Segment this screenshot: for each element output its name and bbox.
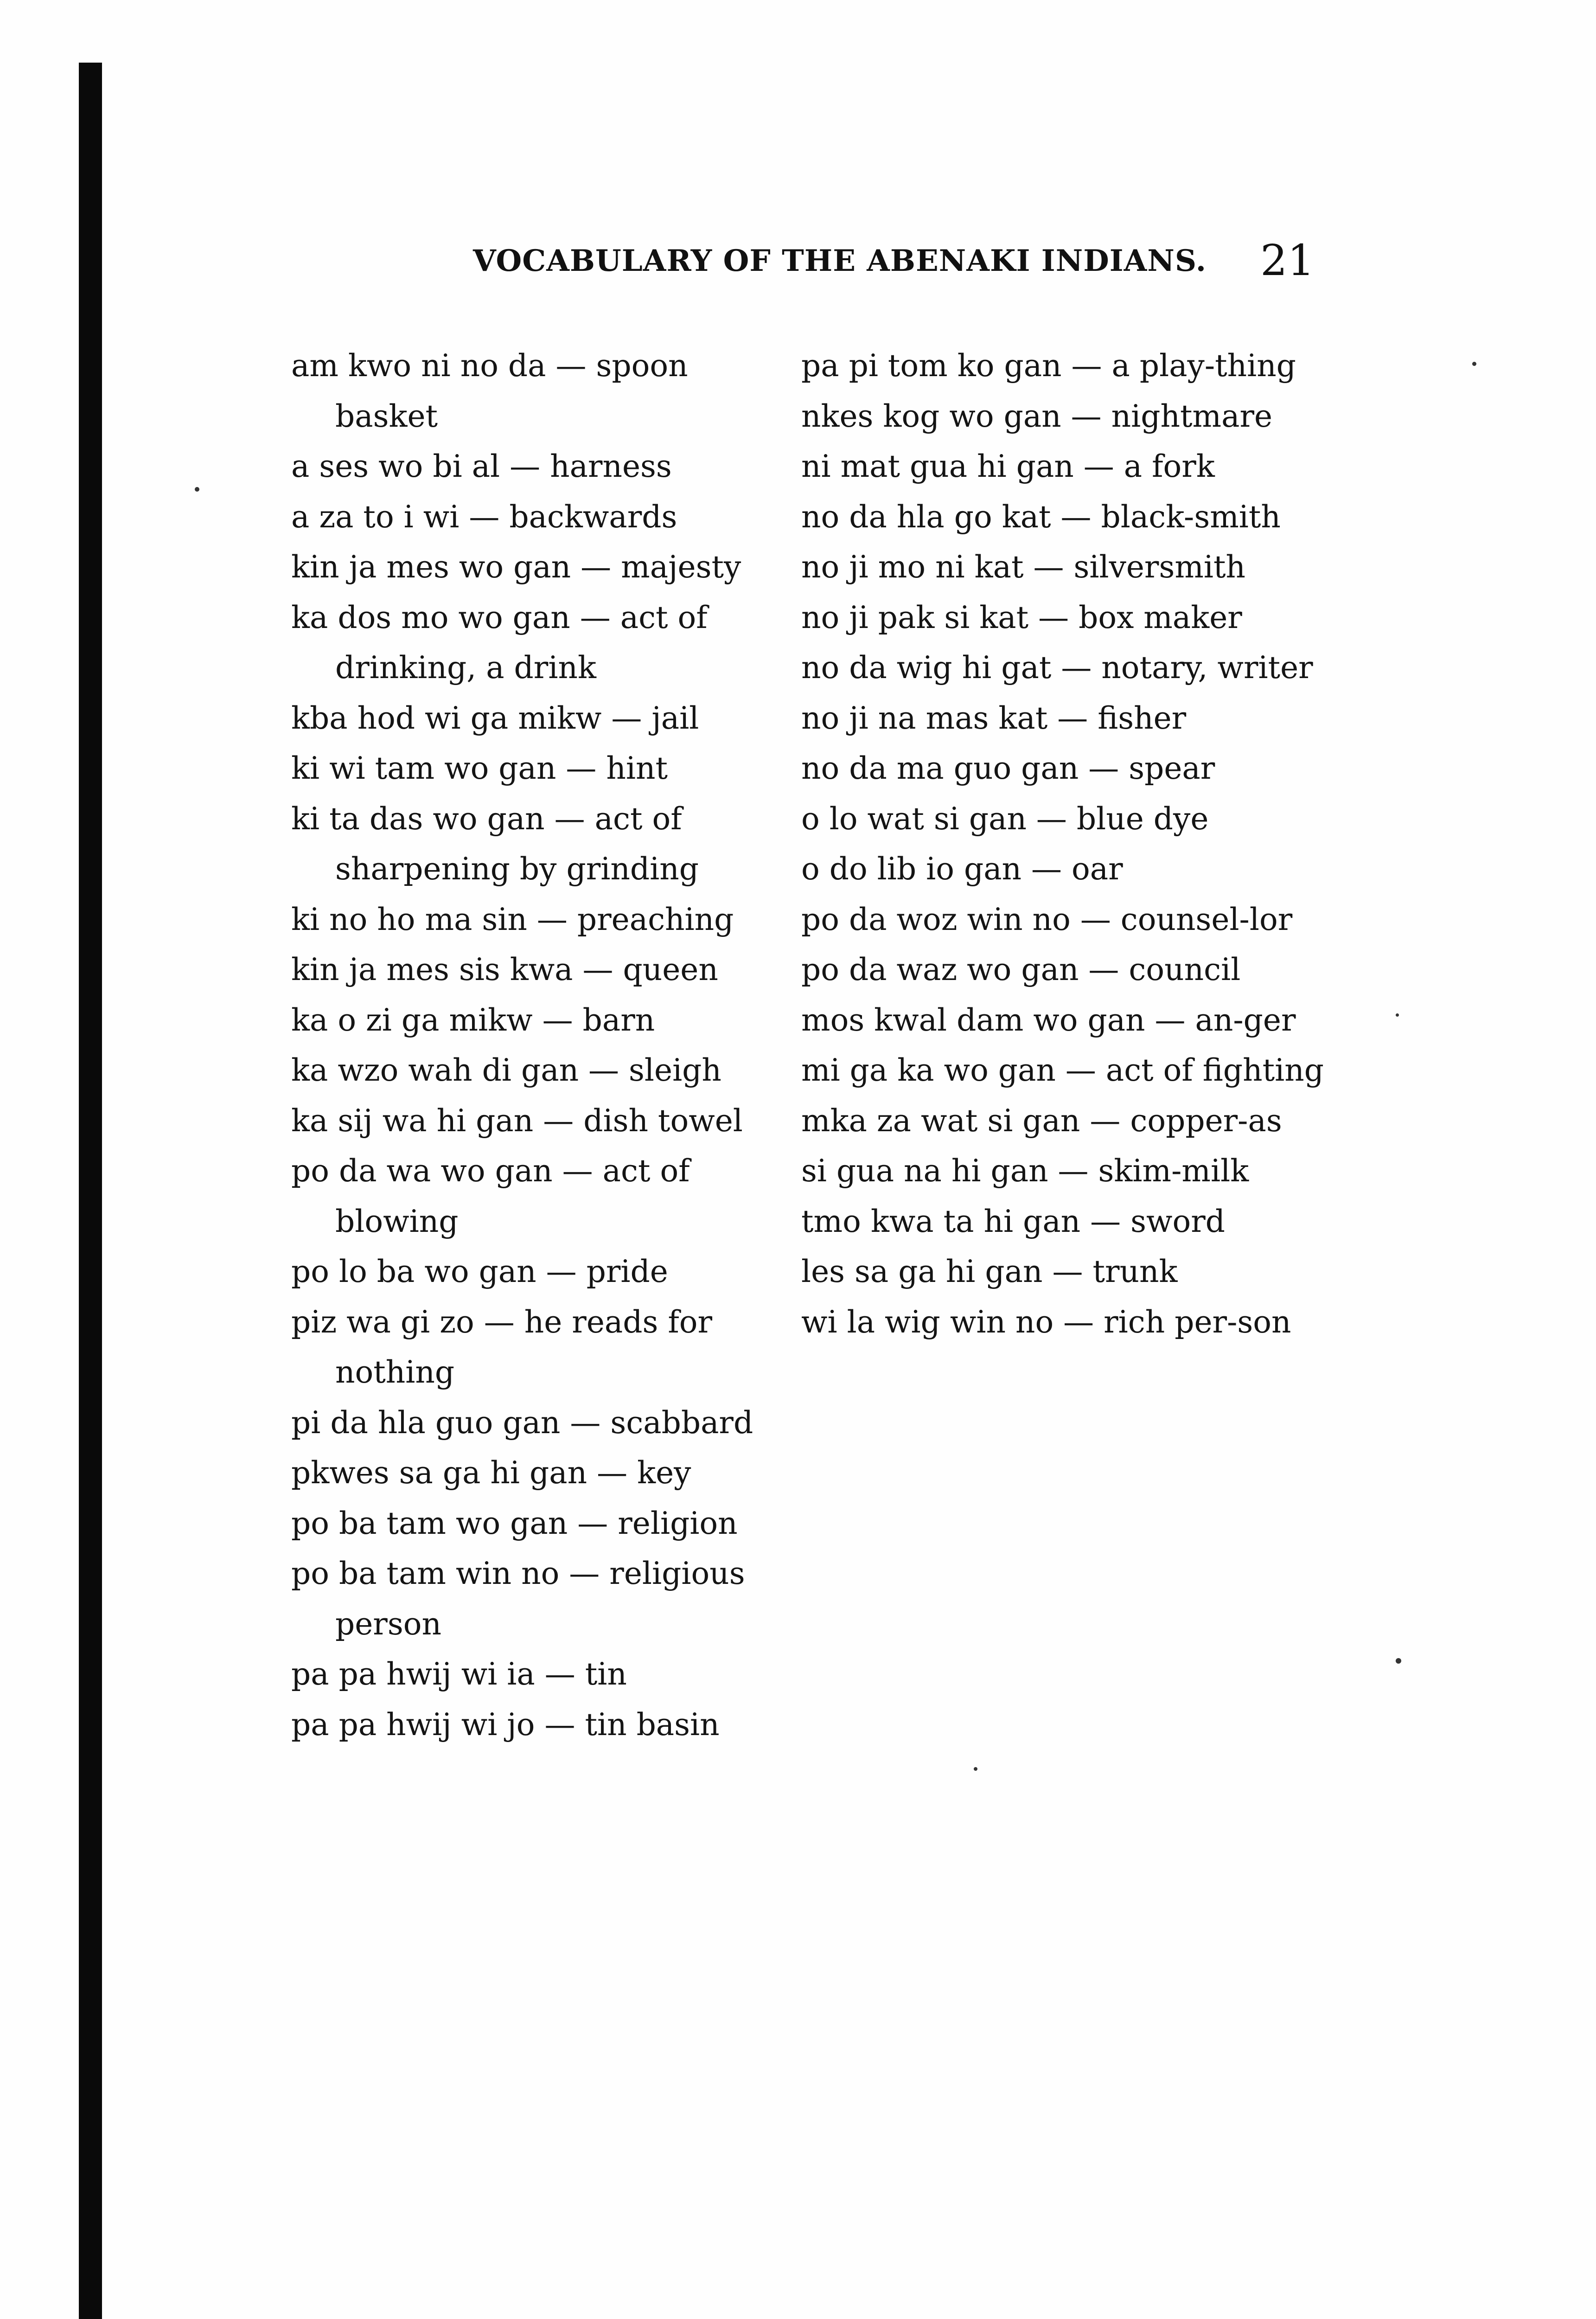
print-speck: [974, 1767, 977, 1771]
vocabulary-entry: ki no ho ma sin — preaching: [291, 901, 734, 937]
vocabulary-entry: po ba tam win no — religious person: [291, 1556, 745, 1642]
vocabulary-entry: ka wzo wah di gan — sleigh: [291, 1052, 721, 1088]
vocabulary-entry: ki wi tam wo gan — hint: [291, 750, 668, 786]
vocabulary-entry: tmo kwa ta hi gan — sword: [801, 1203, 1226, 1239]
binding-edge: [79, 63, 102, 2319]
vocabulary-column-right: [801, 341, 1334, 1347]
vocabulary-entry: po da waz wo gan — council: [801, 952, 1241, 987]
vocabulary-entry: a ses wo bi al — harness: [291, 448, 672, 484]
vocabulary-entry: o lo wat si gan — blue dye: [801, 801, 1209, 837]
print-speck: [1396, 1658, 1401, 1664]
vocabulary-entry: ki ta das wo gan — act of sharpening by grinding: [291, 801, 699, 887]
vocabulary-entry: po lo ba wo gan — pride: [291, 1254, 668, 1289]
vocabulary-entry: mos kwal dam wo gan — an-ger: [801, 1002, 1296, 1038]
vocabulary-entry: piz wa gi zo — he reads for nothing: [291, 1304, 713, 1390]
running-title: VOCABULARY OF THE ABENAKI INDIANS.: [473, 243, 1207, 278]
print-speck: [1396, 1013, 1399, 1017]
vocabulary-entry: am kwo ni no da — spoon basket: [291, 348, 688, 434]
vocabulary-entry: kin ja mes sis kwa — queen: [291, 952, 718, 987]
vocabulary-entry: kba hod wi ga mikw — jail: [291, 700, 699, 736]
print-speck: [195, 487, 199, 492]
vocabulary-entry: no ji pak si kat — box maker: [801, 599, 1242, 635]
vocabulary-entry: no da wig hi gat — notary, writer: [801, 650, 1313, 685]
vocabulary-entry: pa pa hwij wi ia — tin: [291, 1656, 627, 1692]
vocabulary-entry: o do lib io gan — oar: [801, 851, 1123, 887]
vocabulary-entry: kin ja mes wo gan — majesty: [291, 549, 741, 585]
vocabulary-entry: si gua na hi gan — skim-milk: [801, 1153, 1249, 1189]
vocabulary-entry: no da ma guo gan — spear: [801, 750, 1215, 786]
vocabulary-entry: pkwes sa ga hi gan — key: [291, 1455, 691, 1491]
vocabulary-entry: wi la wig win no — rich per-son: [801, 1304, 1291, 1340]
vocabulary-entry: pi da hla guo gan — scabbard: [291, 1404, 753, 1441]
vocabulary-entry: po da wa wo gan — act of blowing: [291, 1153, 690, 1239]
vocabulary-entry: no ji mo ni kat — silversmith: [801, 549, 1246, 585]
vocabulary-entry: nkes kog wo gan — nightmare: [801, 398, 1273, 434]
vocabulary-entry: mka za wat si gan — copper-as: [801, 1102, 1282, 1139]
print-speck: [1472, 362, 1476, 366]
vocabulary-column-left: [291, 341, 783, 1750]
vocabulary-entry: mi ga ka wo gan — act of fighting: [801, 1052, 1324, 1088]
vocabulary-entry: pa pi tom ko gan — a play-thing: [801, 348, 1296, 384]
vocabulary-entry: les sa ga hi gan — trunk: [801, 1254, 1178, 1289]
vocabulary-entry: no da hla go kat — black-smith: [801, 499, 1281, 535]
vocabulary-entry: po da woz win no — counsel-lor: [801, 901, 1293, 937]
vocabulary-entry: pa pa hwij wi jo — tin basin: [291, 1706, 720, 1742]
vocabulary-entry: ka sij wa hi gan — dish towel: [291, 1102, 743, 1139]
vocabulary-entry: po ba tam wo gan — religion: [291, 1505, 738, 1541]
page-number: 21: [1260, 236, 1315, 285]
vocabulary-entry: a za to i wi — backwards: [291, 499, 677, 535]
vocabulary-entry: ka o zi ga mikw — barn: [291, 1002, 655, 1038]
vocabulary-entry: ni mat gua hi gan — a fork: [801, 448, 1215, 484]
vocabulary-entry: ka dos mo wo gan — act of drinking, a drink: [291, 599, 708, 685]
vocabulary-entry: no ji na mas kat — fisher: [801, 700, 1187, 736]
